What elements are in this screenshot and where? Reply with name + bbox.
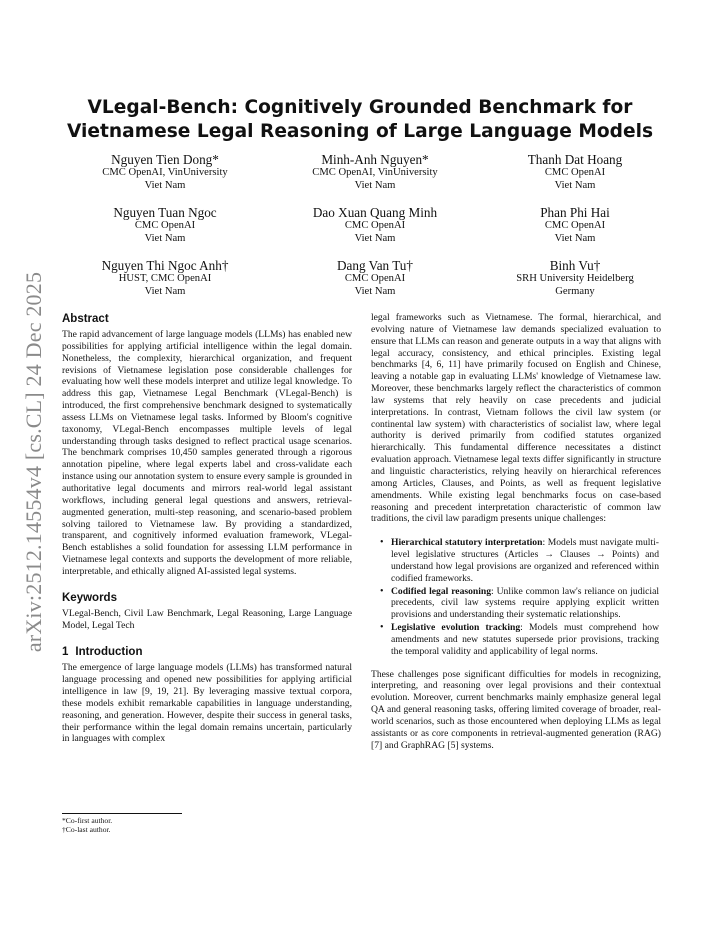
footnotes [62,813,182,834]
list-item [391,537,661,584]
author-affiliation: CMC OpenAI [344,273,406,284]
introduction-paragraph-closing: These challenges pose significant difficulties for models in recognizing, interpreting, and reasoning over legal provisions and their contextual evolution. Moreover, current benchmarks mainly emphasize general legal QA and general reasoning tasks, offering limited coverage of broader, real-world scenarios, such as those encountered when deploying LLMs as legal assistants or as core components in retrieval-augmented generation (RAG) [7] and GraphRAG [5] systems. [371,668,661,751]
author-affiliation: CMC OpenAI [134,220,196,231]
author [60,205,270,245]
author-name: Phan Phi Hai [540,205,610,220]
abstract-text: The rapid advancement of large language models (LLMs) has enabled new possibilities for applying artificial intelligence within the legal domain. Nonetheless, the complexity, hierarchical organization, and frequent revisions of Vietnamese legislation pose considerable challenges for evaluating how well these models interpret and utilize legal knowledge. To address this gap, Vietnamese Legal Benchmark (VLegal-Bench) is introduced, the first comprehensive benchmark designed to systematically assess LLMs on Vietnamese legal tasks. Informed by Bloom's cognitive taxonomy, VLegal-Bench encompasses multiple levels of legal understanding through tasks designed to reflect practical usage scenarios. The benchmark comprises 10,450 samples generated through a rigorous annotation pipeline, where legal experts label and cross-validate each instance using our annotation system to ensure every sample is grounded in authoritative legal documents and mirrors real-world legal assistant workflows, including general legal questions and answers, retrieval-augmented generation, multi-step reasoning, and scenario-based problem solving tailored to Vietnamese law. By providing a standardized, transparent, and cognitively informed evaluation framework, VLegal-Bench establishes a solid foundation for assessing LLM performance in Vietnamese legal contexts and supports the development of more reliable, interpretable, and ethically aligned AI-assisted legal systems. [62,329,352,577]
author-affiliation: CMC OpenAI, VinUniversity [312,167,438,178]
author-name: Thanh Dat Hoang [527,152,623,167]
footnote: *Co-first author. [62,816,113,825]
paper-title: VLegal-Bench: Cognitively Grounded Benchmark for Vietnamese Legal Reasoning of Large Language Models [66,97,654,142]
list-item-text: : Models must comprehend how amendments and new statutes supersede prior provisions, tracking the temporal validity and applicability of legal norms. [391,622,660,657]
list-item-label: Codified legal reasoning [391,585,492,597]
right-column [371,312,661,752]
author-name: Nguyen Thi Ngoc Anh† [101,258,229,273]
list-item-text: : Models must navigate multi-level legislative structures (Articles → Clauses → Points) and understand how legal provisions are organized and referenced within codified frameworks. [391,537,659,584]
author-name: Nguyen Tuan Ngoc [113,205,217,220]
author-name: Nguyen Tien Dong* [111,152,219,167]
author-country: Viet Nam [354,232,396,244]
author [480,205,670,245]
author-affiliation: HUST, CMC OpenAI [118,273,212,284]
author-country: Viet Nam [144,285,186,297]
author-affiliation: CMC OpenAI, VinUniversity [102,167,228,178]
arxiv-stamp [12,262,56,662]
list-item-label: Legislative evolution tracking [391,622,521,634]
keywords-heading: Keywords [62,591,117,604]
left-column [62,312,352,745]
author-block [60,152,670,298]
author-affiliation: SRH University Heidelberg [516,273,634,284]
keywords-text: VLegal-Bench, Civil Law Benchmark, Legal Reasoning, Large Language Model, Legal Tech [62,607,352,631]
author-name: Binh Vu† [549,258,601,273]
author-affiliation: CMC OpenAI [544,167,606,178]
list-item [391,622,661,658]
footnote: †Co-last author. [62,825,111,834]
abstract-heading: Abstract [62,313,109,325]
author-country: Viet Nam [554,232,596,244]
author [270,152,480,192]
introduction-paragraph-continued: legal frameworks such as Vietnamese. The formal, hierarchical, and evolving nature of Vietnamese law demands specialized evaluation to ensure that LLMs can reason and generate outputs in a way that aligns with legal accuracy, consistency, and ethical principles. Existing legal benchmarks [4, 6, 11] have primarily focused on English and Chinese, leaving a notable gap in evaluating LLMs' knowledge of Vietnamese law. Moreover, these benchmarks largely reflect the characteristics of common law systems that rely heavily on case precedents and judicial interpretations. In contrast, Vietnam follows the civil law system (or continental law system) with characteristics of socialist law, where legal authority is derived primarily from codified statutes organized hierarchically. This fundamental difference necessitates a distinct evaluation approach. Vietnamese legal texts differ significantly in structure and linguistic characteristics, relying heavily on hierarchical references among Articles, Clauses, and Points, as well as frequent legislative amendments. While existing legal benchmarks focus on case-based reasoning and precedent interpretation characteristic of common law traditions, the civil law paradigm presents unique challenges: [371,312,661,525]
author-country: Viet Nam [554,179,596,191]
section-title: Introduction [75,646,143,659]
author [60,258,270,298]
author-name: Dang Van Tu† [337,258,413,273]
introduction-heading [62,645,352,659]
section-number: 1 [62,646,69,659]
author [480,258,670,298]
author [480,152,670,192]
author-name: Minh-Anh Nguyen* [321,152,429,167]
arxiv-stamp-text: arXiv:2512.14554v4 [cs.CL] 24 Dec 2025 [21,271,46,653]
author [270,205,480,245]
list-item-label: Hierarchical statutory interpretation [391,537,543,549]
author-country: Viet Nam [354,285,396,297]
list-item-text: : Unlike common law's reliance on judicial precedents, civil law systems require applying explicit written provisions and understanding their systematic relationships. [391,585,659,621]
author-country: Viet Nam [144,232,186,244]
list-item [391,586,661,622]
author-name: Dao Xuan Quang Minh [312,205,438,220]
introduction-paragraph: The emergence of large language models (LLMs) has transformed natural language processing and opened new possibilities for applying artificial intelligence in law [9, 19, 21]. By leveraging massive textual corpora, these models exhibit remarkable capabilities in language understanding, reasoning, and generation. However, despite their success in general tasks, their performance within the legal domain remains uncertain, particularly in languages with complex [62,662,352,745]
challenge-list [371,537,661,657]
author-affiliation: CMC OpenAI [544,220,606,231]
author-country: Viet Nam [144,179,186,191]
author-affiliation: CMC OpenAI [344,220,406,231]
author-country: Viet Nam [354,179,396,191]
author-country: Germany [555,285,595,297]
author [270,258,480,298]
author [60,152,270,192]
